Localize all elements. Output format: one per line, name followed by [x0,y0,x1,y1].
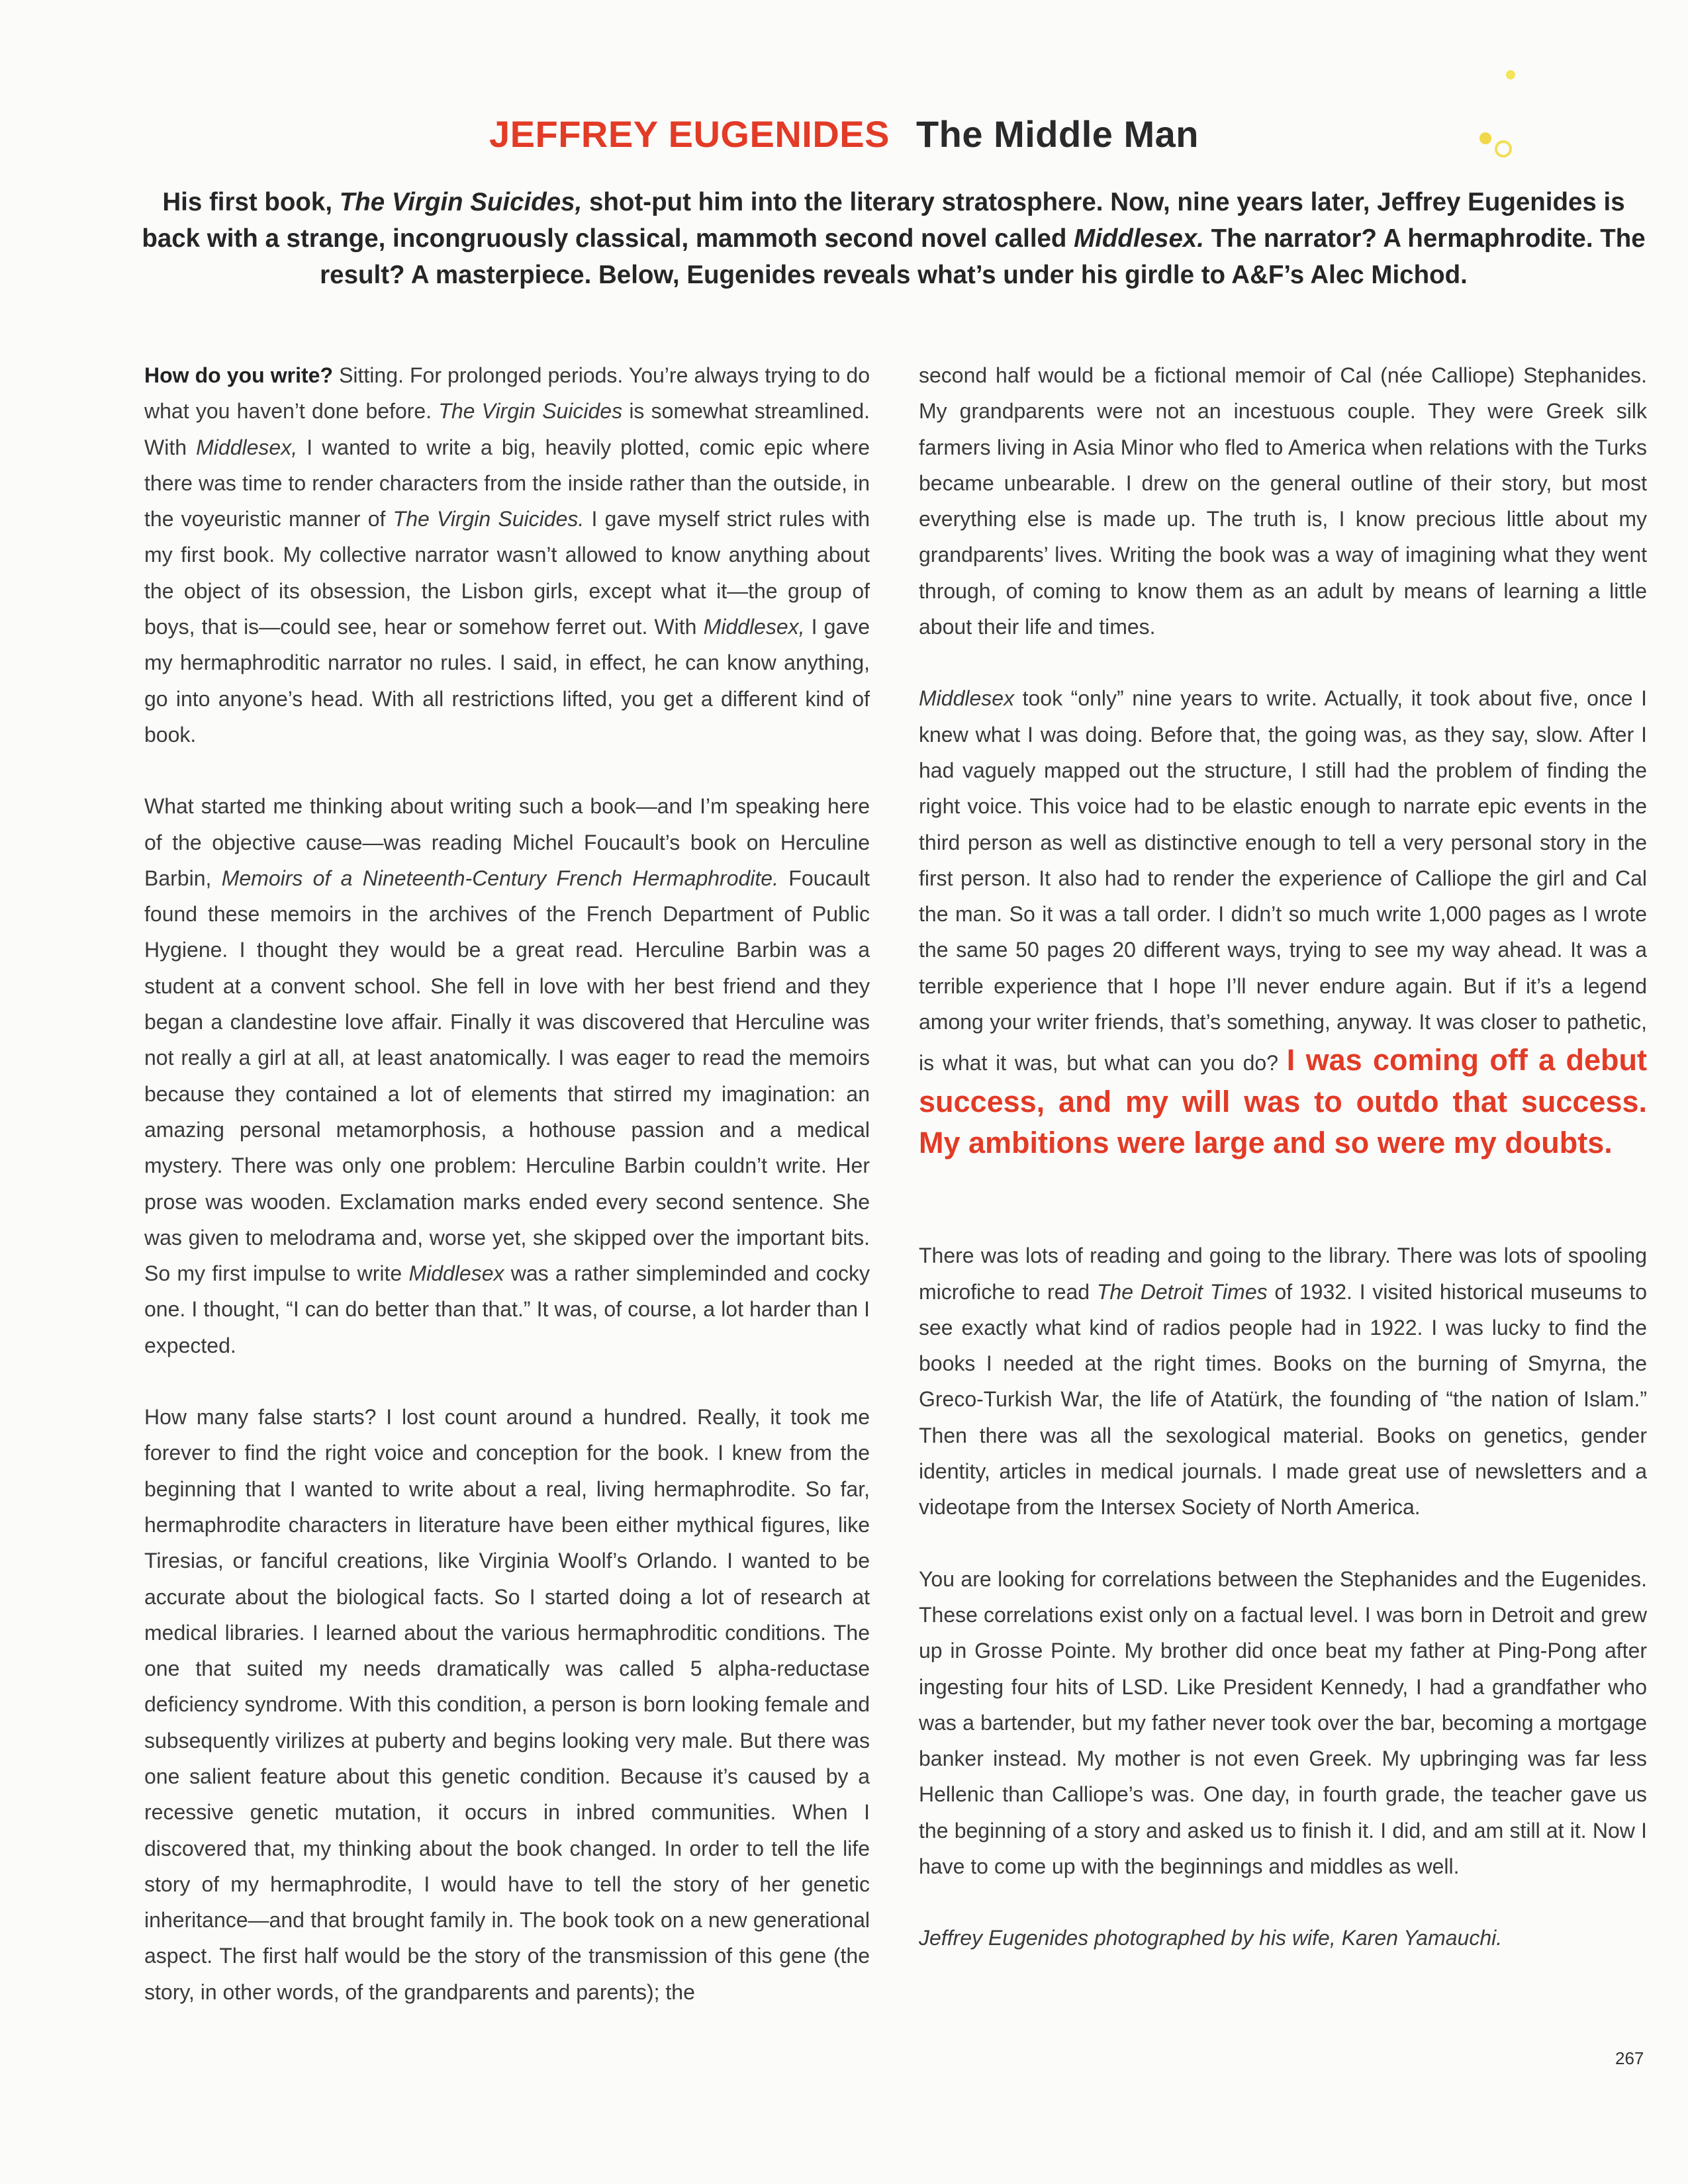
book-title: Middlesex, [196,435,298,459]
deck-book-title: The Virgin Suicides, [339,188,583,216]
article-title: The Middle Man [915,113,1199,155]
text: I wanted to write a big, heavily plotted, comic epic where there was time to render characters from the inside rather than the outside, in the voyeuristic manner of [144,435,870,531]
book-title: Middlesex [919,686,1015,711]
paragraph [919,680,1647,1163]
text: is somewhat streamlined. With [144,399,870,459]
text: of 1932. I visited historical museums to see exactly what kind of radios people had in 1922. I was lucky to find the books I needed at the right times. Books on the burning of Smyrna, the Greco-Turkish War, the life of Atatürk, the founding of “the nation of Islam.” Then there was all the sexological material. Books on genetics, gender identity, articles in medical journals. I made great use of newsletters and a videotape from the Intersex Society of North America. [919,1279,1648,1520]
article-header [0,113,1688,156]
text: I gave my hermaphroditic narrator no rules. I said, in effect, he can know anything, go into anyone’s head. With all restrictions lifted, you get a different kind of book. [144,615,870,747]
text: There was lots of reading and going to the library. There was lots of spooling microfiche to read [919,1244,1647,1304]
deck-text: The narrator? A hermaphrodite. The result? A masterpiece. Below, Eugenides reveals what’s under his girdle to A&F’s Alec Michod. [320,224,1646,289]
article-deck [139,184,1648,293]
photo-caption: Jeffrey Eugenides photographed by his wife, Karen Yamauchi. [919,1926,1503,1950]
interview-question: How do you write? [144,363,333,387]
page-number: 267 [1615,2048,1644,2068]
text: I gave myself strict rules with my first book. My collective narrator wasn’t allowed to know anything about the object of its obsession, the Lisbon girls, except what it—the group of boys, that is—could see, hear or somehow ferret out. With [144,507,870,639]
paragraph: How many false starts? I lost count around a hundred. Really, it took me forever to find the right voice and conception for the book. I knew from the beginning that I wanted to write about a real, living hermaphrodite. So far, hermaphrodite characters in literature have been either mythical figures, like Tiresias, or fanciful creations, like Virginia Woolf’s Orlando. I wanted to be accurate about the biological facts. So I started doing a lot of research at medical libraries. I learned about the various hermaphroditic conditions. The one that suited my needs dramatically was called 5 alpha-reductase deficiency syndrome. With this condition, a person is born looking female and subsequently virilizes at puberty and begins looking very male. But there was one salient feature about this genetic condition. Because it’s caused by a recessive genetic mutation, it occurs in inbred communities. When I discovered that, my thinking about the book changed. In order to tell the life story of my hermaphrodite, I would have to tell the story of her genetic inheritance—and that brought family in. The book took on a new generational aspect. The first half would be the story of the transmission of this gene (the story, in other words, of the grandparents and parents); the [144,1405,870,2004]
deck-text: shot-put him into the literary stratosphere. Now, nine years later, Jeffrey Eugenides is back with a strange, incongruously classical, mammoth second novel called [142,188,1625,253]
book-title: The Virgin Suicides. [393,507,585,531]
text: Foucault found these memoirs in the archives of the French Department of Public Hygiene. I thought they would be a great read. Herculine Barbin was a student at a convent school. She fell in love with her best friend and they began a clandestine love affair. Finally it was discovered that Herculine was not really a girl at all, at least anatomically. I was eager to read the memoirs because they contained a lot of elements that stirred my imagination: an amazing personal metamorphosis, a hothouse passion and a medical mystery. There was only one problem: Herculine Barbin couldn’t write. Her prose was wooden. Exclamation marks ended every second sentence. She was given to melodrama and, worse yet, she skipped over the important bits. So my first impulse to write [144,866,870,1286]
paragraph [919,1238,1647,1525]
pull-quote: I was coming off a debut success, and my will was to outdo that success. My ambitions were large and so were my doubts. [919,1043,1647,1160]
book-title: Middlesex, [703,615,805,639]
text: was a rather simpleminded and cocky one. I thought, “I can do better than that.” It was, of course, a lot harder than I expected. [144,1261,870,1357]
text: What started me thinking about writing such a book—and I’m speaking here of the objective cause—was reading Michel Foucault’s book on Herculine Barbin, [144,794,870,890]
author-name: JEFFREY EUGENIDES [489,113,890,155]
paragraph: second half would be a fictional memoir of Cal (née Calliope) Stephanides. My grandparents were not an incestuous couple. They were Greek silk farmers living in Asia Minor who fled to America when relations with the Turks became unbearable. I drew on the general outline of their story, but most everything else is made up. The truth is, I know precious little about my grandparents’ lives. Writing the book was a way of imagining what they went through, of coming to know them as an adult by means of learning a little about their life and times. [919,363,1647,639]
paragraph [144,357,870,752]
book-title: The Virgin Suicides [438,399,623,424]
deck-text: His first book, [162,188,340,216]
yellow-dot-decoration [1506,70,1515,79]
text: took “only” nine years to write. Actually, it took about five, once I knew what I was doing. Before that, the going was, as they say, slow. After I had vaguely mapped out the structure, I still had the problem of finding the right voice. This voice had to be elastic enough to narrate epic events in the third person as well as distinctive enough to tell a very personal story in the first person. It also had to render the experience of Calliope the girl and Cal the man. So it was a tall order. I didn’t so much write 1,000 pages as I wrote the same 50 pages 20 different ways, trying to see my way ahead. It was a terrible experience that I hope I’ll never endure again. But if it’s a legend among your writer friends, that’s something, anyway. It was closer to pathetic, is what it was, but what can you do? [919,686,1647,1075]
paragraph: You are looking for correlations between the Stephanides and the Eugenides. These correlations exist only on a factual level. I was born in Detroit and grew up in Grosse Pointe. My brother did once beat my father at Ping-Pong after ingesting four hits of LSD. Like President Kennedy, I had a grandfather who was a bartender, but my father never took over the bar, becoming a mortgage banker instead. My mother is not even Greek. My upbringing was far less Hellenic than Calliope’s was. One day, in fourth grade, the teacher gave us the beginning of a story and asked us to finish it. I did, and am still at it. Now I have to come up with the beginnings and middles as well. [919,1567,1647,1878]
paragraph [144,788,870,1363]
newspaper-title: The Detroit Times [1096,1279,1268,1304]
left-column [144,357,870,2046]
deck-book-title: Middlesex. [1074,224,1204,253]
book-title: Middlesex [408,1261,504,1286]
book-title: Memoirs of a Nineteenth-Century French Hermaphrodite. [221,866,778,890]
right-column [919,357,1647,1992]
text: Sitting. For prolonged periods. You’re always trying to do what you haven’t done before. [144,363,870,424]
